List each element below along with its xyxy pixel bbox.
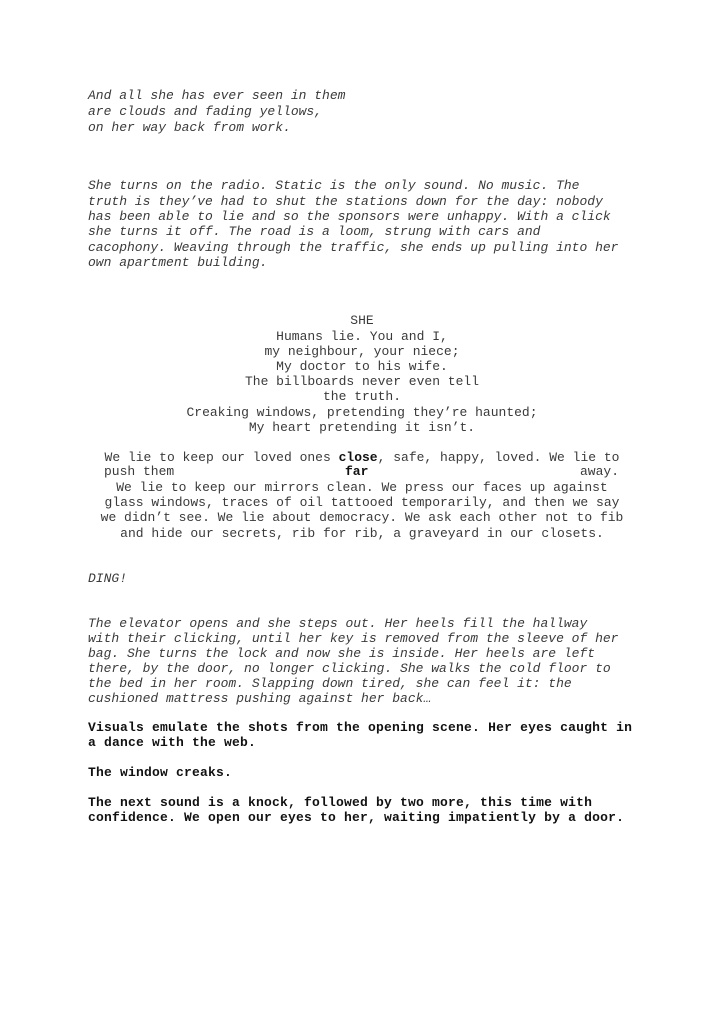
verse-line: are clouds and fading yellows,: [88, 104, 323, 119]
dialogue-line: the truth.: [322, 389, 401, 404]
direction-line: confidence. We open our eyes to her, waiting impatiently by a door.: [88, 810, 625, 825]
action-line: with their clicking, until her key is removed from the sleeve of her: [88, 631, 619, 646]
monologue-text: We lie to keep our loved ones: [104, 450, 339, 465]
direction-line: The next sound is a knock, followed by two more, this time with: [88, 795, 593, 810]
verse-line: And all she has ever seen in them: [88, 88, 346, 103]
emphasis-close: close: [338, 450, 378, 465]
dialogue-line: The billboards never even tell: [244, 374, 480, 389]
emphasis-far: far: [345, 464, 369, 479]
character-name: SHE: [350, 313, 374, 328]
monologue-justified-right: away.: [580, 464, 620, 479]
action-line: truth is they’ve had to shut the stations down for the day: nobody: [88, 194, 603, 209]
monologue-justified-left: push them: [104, 464, 175, 479]
action-line: there, by the door, no longer clicking. She walks the cold floor to: [88, 661, 611, 676]
action-line: has been able to lie and so the sponsors were unhappy. With a click: [88, 209, 611, 224]
action-line: the bed in her room. Slapping down tired, she can feel it: the: [88, 676, 572, 691]
dialogue-line: My doctor to his wife.: [276, 359, 448, 374]
action-line: She turns on the radio. Static is the only sound. No music. The: [88, 178, 580, 193]
dialogue-line: my neighbour, your niece;: [264, 344, 460, 359]
monologue-text: , safe, happy, loved. We lie to: [377, 450, 620, 465]
direction-window: The window creaks.: [88, 765, 233, 780]
action-line: The elevator opens and she steps out. Her heels fill the hallway: [88, 616, 588, 631]
dialogue-line: Creaking windows, pretending they’re haunted;: [186, 405, 538, 420]
dialogue-line: Humans lie. You and I,: [276, 329, 448, 344]
action-line: own apartment building.: [88, 255, 268, 270]
monologue-line: We lie to keep our mirrors clean. We press our faces up against: [116, 480, 608, 495]
verse-line: on her way back from work.: [88, 120, 291, 135]
monologue-line: we didn’t see. We lie about democracy. We ask each other not to fib: [100, 510, 624, 525]
direction-line: Visuals emulate the shots from the opening scene. Her eyes caught in: [88, 720, 633, 735]
sound-cue: DING!: [88, 571, 128, 586]
action-line: she turns it off. The road is a loom, strung with cars and: [88, 224, 541, 239]
direction-line: a dance with the web.: [88, 735, 257, 750]
action-line: bag. She turns the lock and now she is inside. Her heels are left: [88, 646, 596, 661]
monologue-line: glass windows, traces of oil tattooed temporarily, and then we say: [104, 495, 620, 510]
action-line: cacophony. Weaving through the traffic, she ends up pulling into her: [88, 240, 619, 255]
monologue-line: and hide our secrets, rib for rib, a graveyard in our closets.: [120, 526, 604, 541]
action-line: cushioned mattress pushing against her back…: [88, 691, 432, 706]
dialogue-line: My heart pretending it isn’t.: [248, 420, 476, 435]
